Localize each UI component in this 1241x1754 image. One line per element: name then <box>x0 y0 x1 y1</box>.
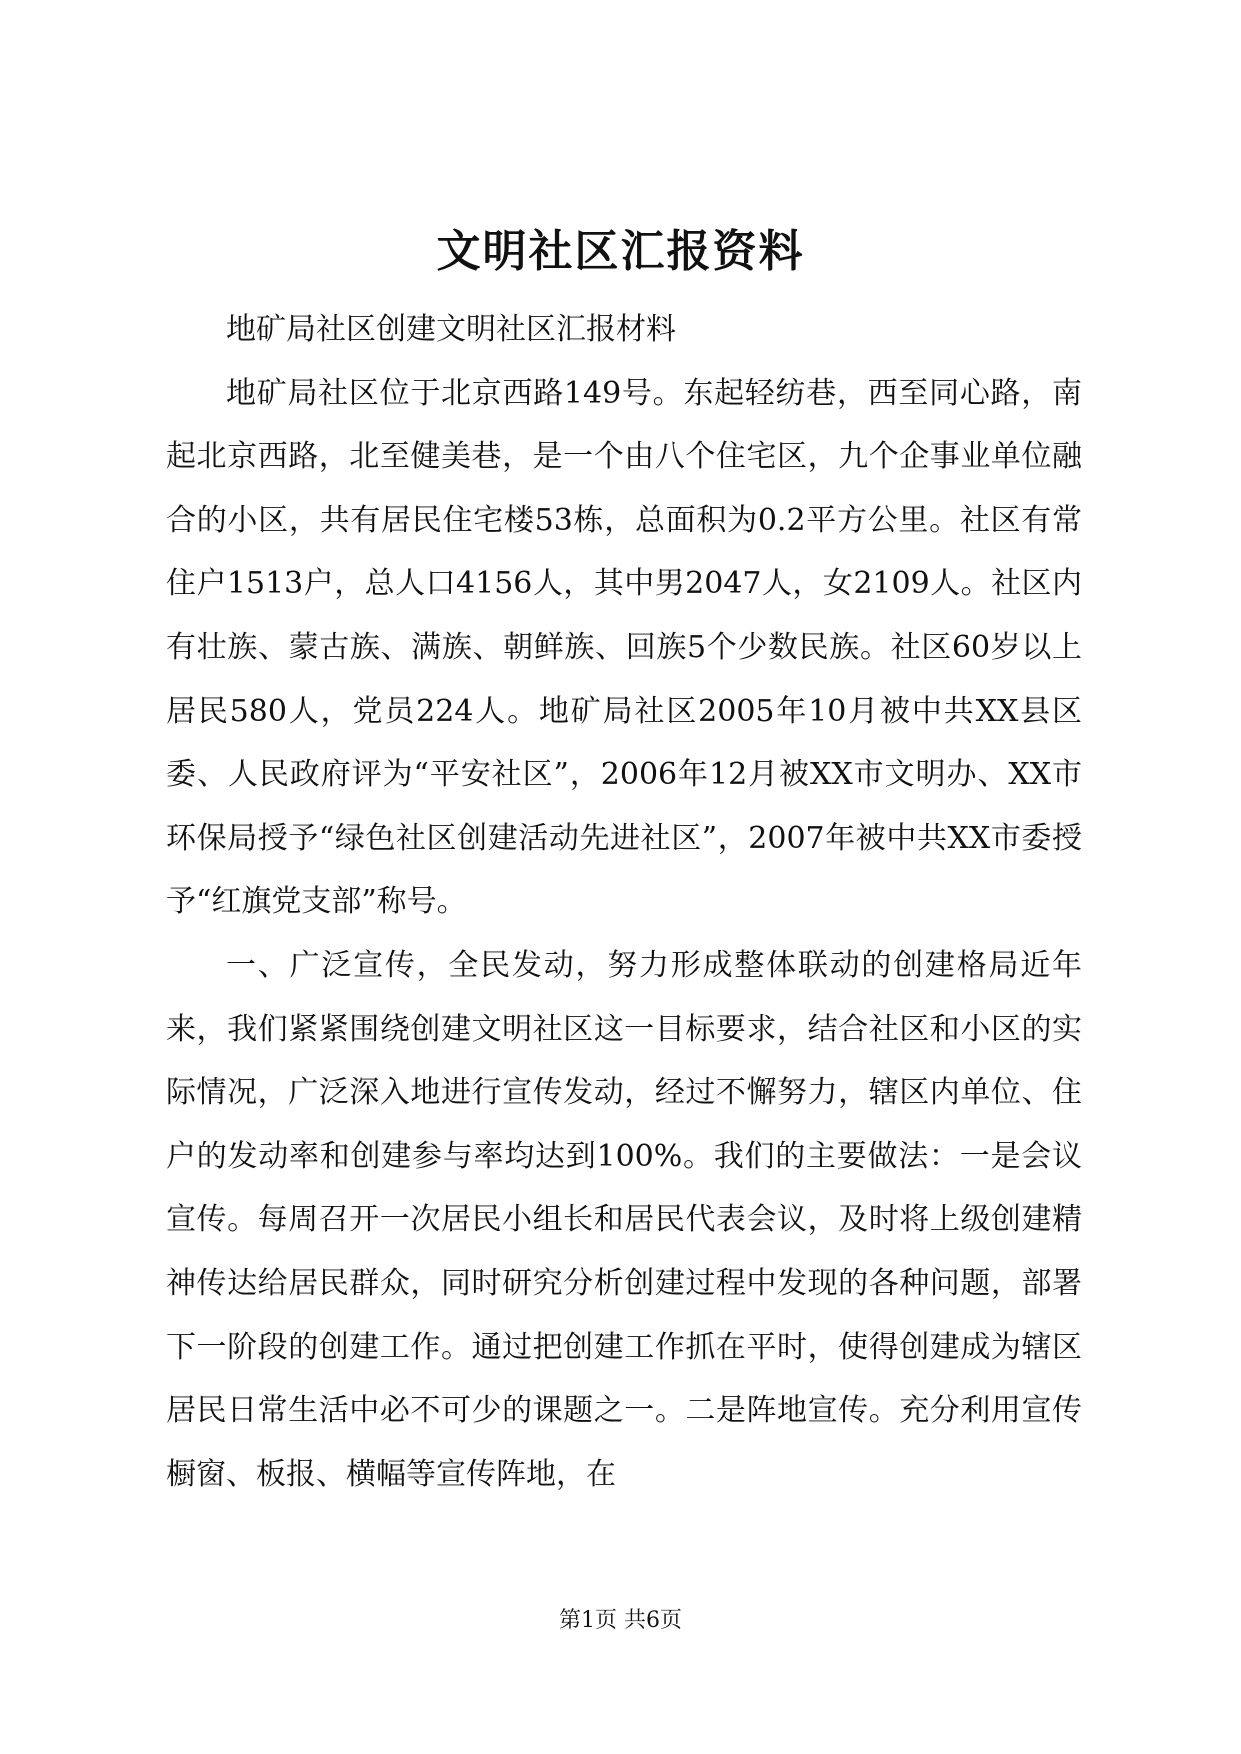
paragraph-section-one: 一、广泛宣传，全民发动，努力形成整体联动的创建格局近年来，我们紧紧围绕创建文明社区这一目标要求，结合社区和小区的实际情况，广泛深入地进行宣传发动，经过不懈努力，辖区内单位、住户的发动率和创建参与率均达到100%。我们的主要做法：一是会议宣传。每周召开一次居民小组长和居民代表会议，及时将上级创建精神传达给居民群众，同时研究分析创建过程中发现的各种问题，部署下一阶段的创建工作。通过把创建工作抓在平时，使得创建成为辖区居民日常生活中必不可少的课题之一。二是阵地宣传。充分利用宣传橱窗、板报、横幅等宣传阵地，在 <box>166 947 1082 1492</box>
paragraph-overview: 地矿局社区位于北京西路149号。东起轻纺巷，西至同心路，南起北京西路，北至健美巷，是一个由八个住宅区，九个企事业单位融合的小区，共有居民住宅楼53栋，总面积为0.2平方公里。社区有常住户1513户，总人口4156人，其中男2047人，女2109人。社区内有壮族、蒙古族、满族、朝鲜族、回族5个少数民族。社区60岁以上居民580人，党员224人。地矿局社区2005年10月被中共XX县区委、人民政府评为“平安社区”，2006年12月被XX市文明办、XX市环保局授予“绿色社区创建活动先进社区”，2007年被中共XX市委授予“红旗党支部”称号。 <box>166 375 1082 920</box>
page-number-footer: 第1页 共6页 <box>559 1608 682 1633</box>
document-body <box>166 298 1082 1506</box>
document-title: 文明社区汇报资料 <box>436 226 805 277</box>
paragraph-subtitle: 地矿局社区创建文明社区汇报材料 <box>226 312 676 347</box>
